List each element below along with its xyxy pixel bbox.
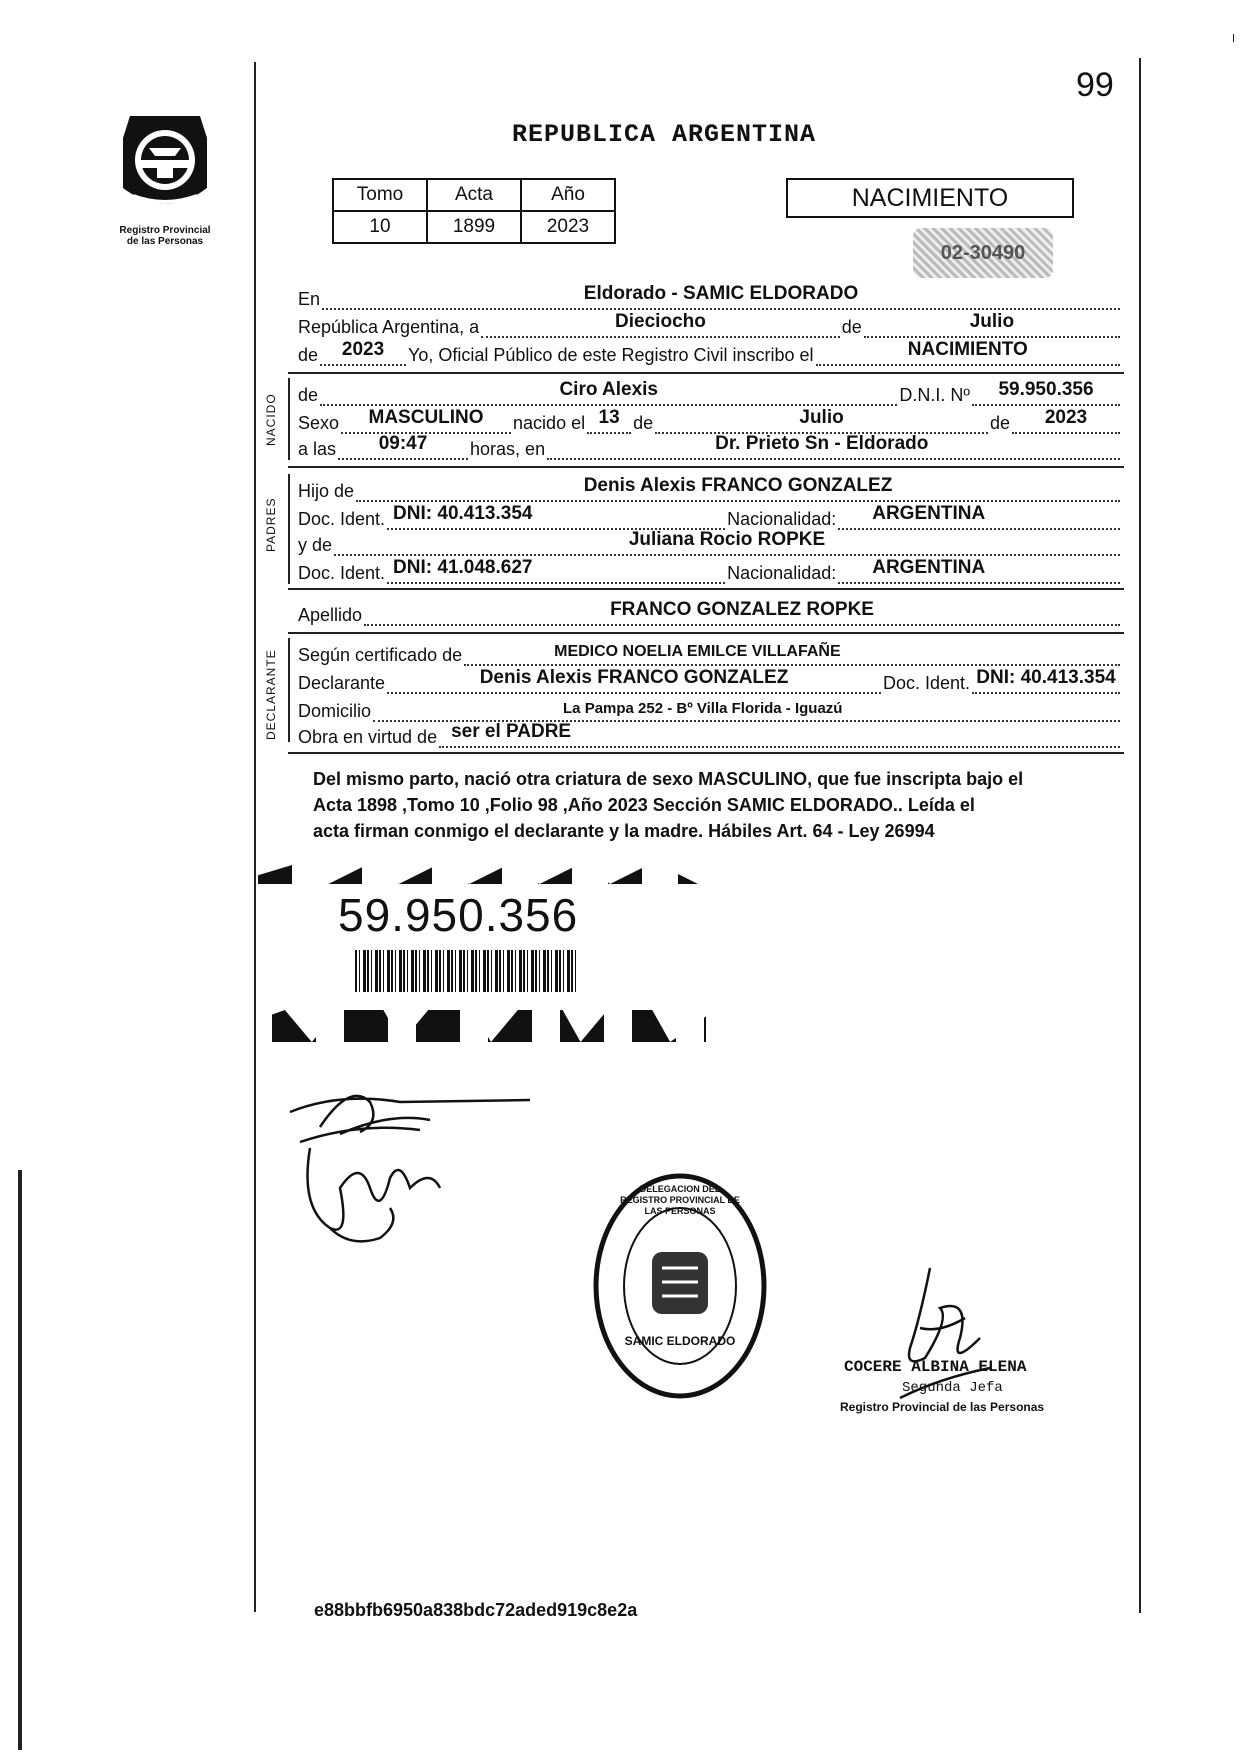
- barcode: [355, 950, 577, 992]
- registro-logo: [110, 108, 220, 247]
- anio-value: 2023: [341, 339, 385, 360]
- control-stamp: [913, 228, 1053, 278]
- tomo-acta-table: [332, 178, 616, 244]
- divider-5: [288, 752, 1124, 754]
- scan-edge-left: [18, 1170, 22, 1750]
- row-oficial: [298, 340, 1122, 366]
- apellido-label: Apellido: [298, 605, 363, 625]
- padre-doc-value: DNI: 40.413.354: [393, 503, 533, 524]
- divider-4: [288, 632, 1124, 634]
- officer-role: Segunda Jefa: [902, 1380, 1003, 1396]
- declarante-value: Denis Alexis FRANCO GONZALEZ: [479, 667, 789, 688]
- certificado-label: Según certificado de: [298, 645, 463, 665]
- madre-value: Juliana Rocio ROPKE: [628, 529, 826, 550]
- domicilio-label: Domicilio: [298, 701, 372, 721]
- nacido-de-label-3: de: [989, 413, 1010, 433]
- row-madre: [298, 530, 1122, 556]
- row-declarante: [298, 668, 1122, 694]
- logo-caption-2: de las Personas: [126, 236, 204, 247]
- de-label-2: de: [298, 345, 319, 365]
- oficial-text: Yo, Oficial Público de este Registro Civil inscribo el: [408, 345, 814, 365]
- note-line-1: Del mismo parto, nació otra criatura de sexo MASCULINO, que fue inscripta bajo el: [313, 769, 1024, 789]
- de-label: de: [841, 317, 862, 337]
- apellido-value: FRANCO GONZALEZ ROPKE: [610, 599, 874, 620]
- logo-caption-1: Registro Provincial: [119, 225, 211, 236]
- value-tomo: 10: [333, 211, 427, 243]
- en-label: En: [298, 289, 321, 309]
- province-seal-icon: [115, 108, 215, 220]
- nacido-anio-value: 2023: [1044, 407, 1088, 428]
- scan-edge-mark: [1233, 34, 1234, 42]
- officer-name: COCERE ALBINA ELENA: [844, 1358, 1027, 1376]
- padre-nac-value: ARGENTINA: [872, 503, 986, 524]
- madre-signature: [290, 1128, 460, 1258]
- row-sexo: [298, 408, 1122, 434]
- divider-2: [288, 466, 1124, 468]
- official-stamp-inner-text: SAMIC ELDORADO: [624, 1334, 736, 1348]
- hora-value: 09:47: [378, 433, 428, 454]
- control-stamp-code: 02-30490: [940, 242, 1026, 264]
- a-las-label: a las: [298, 439, 337, 459]
- note-line-2: Acta 1898 ,Tomo 10 ,Folio 98 ,Año 2023 Sección SAMIC ELDORADO.. Leída el: [313, 795, 975, 815]
- dni-value: 59.950.356: [998, 379, 1094, 400]
- note-line-3: acta firman conmigo el declarante y la madre. Hábiles Art. 64 - Ley 26994: [313, 821, 935, 841]
- lugar-value: Dr. Prieto Sn - Eldorado: [715, 433, 929, 454]
- nacido-de-label: de: [298, 385, 319, 405]
- right-margin-line: [1139, 58, 1141, 1613]
- madre-nac-label: Nacionalidad:: [727, 563, 837, 583]
- row-padre-doc: [298, 504, 1122, 530]
- value-anio: 2023: [521, 211, 615, 243]
- sexo-label: Sexo: [298, 413, 340, 433]
- padres-section-label: PADRES: [264, 497, 278, 552]
- document-title: REPUBLICA ARGENTINA: [512, 120, 817, 149]
- nacido-bracket: [288, 378, 290, 460]
- row-certificado: [298, 640, 1122, 666]
- madre-nac-value: ARGENTINA: [872, 557, 986, 578]
- horas-en-label: horas, en: [470, 439, 546, 459]
- declarante-doc-label: Doc. Ident.: [882, 673, 970, 693]
- en-value: Eldorado - SAMIC ELDORADO: [583, 283, 859, 304]
- nacido-section-label: NACIDO: [264, 393, 278, 446]
- obra-label: Obra en virtud de: [298, 727, 438, 747]
- divider-3: [288, 588, 1124, 590]
- padre-nac-label: Nacionalidad:: [727, 509, 837, 529]
- left-margin-line: [254, 62, 256, 1612]
- doc-type-box: NACIMIENTO: [786, 178, 1074, 218]
- security-band-bottom: [258, 1010, 706, 1042]
- nombre-value: Ciro Alexis: [559, 379, 658, 400]
- header-tomo: Tomo: [333, 179, 427, 211]
- row-apellido: [298, 600, 1122, 626]
- domicilio-value: La Pampa 252 - Bº Villa Florida - Iguazú: [563, 700, 843, 717]
- row-domicilio: [298, 696, 1122, 722]
- nacido-el-label: nacido el: [513, 413, 586, 433]
- row-republica: [298, 312, 1122, 338]
- row-madre-doc: [298, 558, 1122, 584]
- madre-doc-value: DNI: 41.048.627: [393, 557, 533, 578]
- hash-code: e88bbfb6950a838bdc72aded919c8e2a: [314, 1600, 638, 1620]
- value-acta: 1899: [427, 211, 521, 243]
- id-number-large: 59.950.356: [338, 889, 579, 941]
- note-paragraph: [313, 766, 1123, 844]
- hijo-label: Hijo de: [298, 481, 355, 501]
- divider-1: [288, 372, 1124, 374]
- dia-value: Dieciocho: [615, 311, 706, 332]
- official-stamp: [592, 1172, 768, 1400]
- row-obra: [298, 722, 1122, 748]
- row-nombre: [298, 380, 1122, 406]
- row-hora: [298, 434, 1122, 460]
- dni-label: D.N.I. Nº: [899, 385, 970, 405]
- sexo-value: MASCULINO: [368, 407, 484, 428]
- padre-doc-label: Doc. Ident.: [298, 509, 386, 529]
- padres-bracket: [288, 474, 290, 584]
- declarante-label: Declarante: [298, 673, 386, 693]
- declarante-section-label: DECLARANTE: [264, 649, 278, 740]
- y-de-label: y de: [298, 535, 333, 555]
- officer-institution: Registro Provincial de las Personas: [840, 1400, 1045, 1414]
- mes-value: Julio: [969, 311, 1015, 332]
- declarante-doc-value: DNI: 40.413.354: [976, 667, 1116, 688]
- padre-value: Denis Alexis FRANCO GONZALEZ: [583, 475, 893, 496]
- header-anio: Año: [521, 179, 615, 211]
- security-band-top: [258, 862, 698, 884]
- madre-doc-label: Doc. Ident.: [298, 563, 386, 583]
- nacido-mes-value: Julio: [799, 407, 844, 428]
- obra-value: ser el PADRE: [451, 721, 572, 742]
- republica-label: República Argentina, a: [298, 317, 480, 337]
- row-hijo: [298, 476, 1122, 502]
- inscribe-value: NACIMIENTO: [907, 339, 1028, 360]
- declarante-bracket: [288, 638, 290, 742]
- certificado-value: MEDICO NOELIA EMILCE VILLAFAÑE: [554, 643, 841, 660]
- header-acta: Acta: [427, 179, 521, 211]
- page-number: 99: [1076, 66, 1114, 104]
- row-en: [298, 284, 1122, 310]
- nacido-de-label-2: de: [633, 413, 654, 433]
- nacido-dia-value: 13: [598, 407, 620, 428]
- official-stamp-ring-text: DELEGACION DEL REGISTRO PROVINCIAL DE LAS PERSONAS: [620, 1184, 740, 1216]
